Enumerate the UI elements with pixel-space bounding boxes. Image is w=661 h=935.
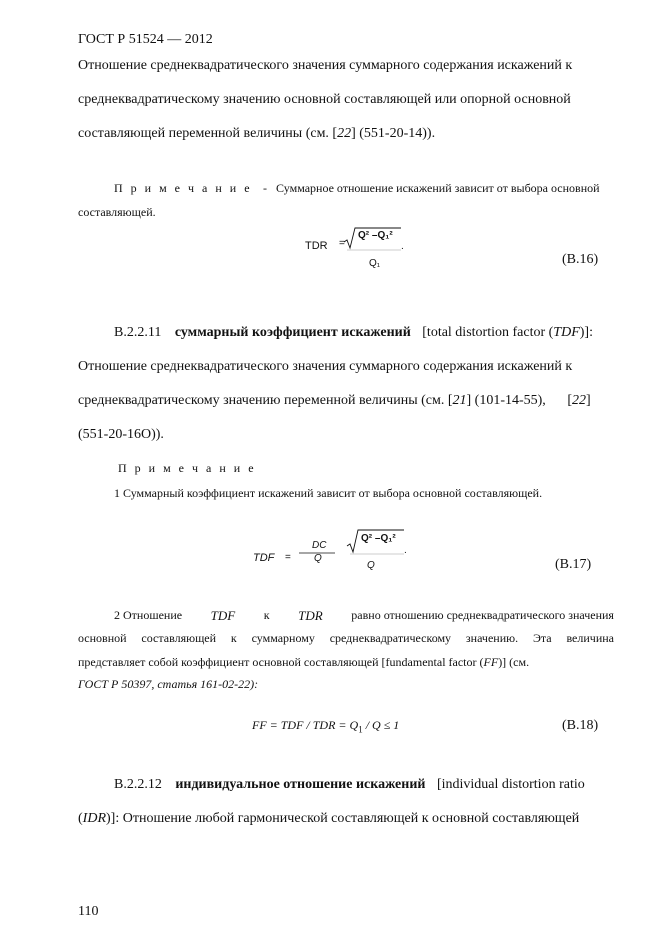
formula-b16 — [305, 226, 425, 274]
text-fragment: )] (см. — [498, 655, 530, 669]
paragraph-line: Отношение среднеквадратического значения суммарного содержания искажений к — [78, 359, 573, 374]
formula-numerator: Q² –Q₁² — [361, 533, 396, 544]
formula-equals: = — [285, 552, 291, 563]
formula-expression: / Q ≤ 1 — [362, 718, 400, 732]
note-label: П р и м е ч а н и е — [118, 461, 257, 475]
text-fragment: ( — [78, 811, 83, 826]
fraction-numerator: DC — [312, 540, 327, 551]
text-fragment: [ — [567, 393, 572, 408]
text-fragment: 2 Отношение — [114, 608, 183, 622]
note-label: П р и м е ч а н и е — [114, 181, 253, 195]
formula-denominator: Q — [367, 560, 375, 571]
text-fragment: TDF — [210, 608, 236, 623]
text-fragment: IDR — [82, 811, 106, 826]
formula-number: (B.16) — [562, 252, 599, 267]
formula-numerator: Q² –Q₁² — [358, 230, 393, 241]
text-fragment: Суммарное отношение искажений зависит от выбора основной — [276, 181, 600, 195]
text-fragment: ] — [585, 393, 591, 408]
text-fragment: [individual distortion ratio — [436, 777, 585, 792]
text-fragment: составляющей переменной величины (см. [ — [78, 126, 338, 141]
reference-link[interactable]: 21 — [452, 393, 467, 408]
text-fragment: среднеквадратическому значению переменной величины (см. [ — [78, 393, 453, 408]
paragraph-line: (551-20-16О)). — [78, 427, 164, 442]
note-line: основной составляющей к суммарному среднеквадратическому значению. Эта величина — [78, 631, 614, 645]
text-fragment: равно отношению среднеквадратического значения — [351, 608, 614, 622]
paragraph-line — [78, 126, 435, 142]
reference-link[interactable]: 22 — [571, 393, 586, 408]
note-line: 1 Суммарный коэффициент искажений зависит от выбора основной составляющей. — [114, 486, 543, 500]
note-line: ГОСТ Р 50397, статья 161-02-22): — [78, 677, 259, 691]
section-number: B.2.2.11 — [114, 325, 162, 340]
formula-denominator: Q₁ — [369, 258, 381, 269]
text-fragment: ] (551-20-14)). — [351, 126, 436, 141]
formula-b17 — [253, 528, 413, 578]
text-fragment: представляет собой коэффициент основной составляющей [fundamental factor ( — [78, 655, 484, 669]
text-fragment: к — [263, 608, 270, 622]
text-fragment: . — [404, 545, 407, 556]
formula-lhs: TDF — [253, 552, 275, 564]
formula-expression: FF = TDF / TDR = Q — [252, 718, 359, 732]
text-fragment: - — [263, 181, 268, 195]
text-fragment: Отношение любой гармонической составляющей к основной составляющей — [122, 811, 580, 826]
section-term: индивидуальное отношение искажений — [175, 777, 426, 792]
text-fragment: )]: — [106, 811, 120, 826]
text-fragment: )]: — [579, 325, 593, 340]
document-header: ГОСТ Р 51524 — 2012 — [78, 32, 213, 47]
formula-subscript: 1 — [358, 724, 363, 735]
paragraph-line: среднеквадратическому значению основной составляющей или опорной основной — [78, 92, 571, 107]
fraction-denominator: Q — [314, 553, 322, 564]
text-fragment: [total distortion factor ( — [422, 325, 554, 340]
text-fragment: TDF — [553, 325, 580, 340]
text-fragment: ] (101-14-55), — [466, 393, 546, 408]
formula-equals: = — [339, 238, 345, 249]
page-number: 110 — [78, 904, 99, 919]
paragraph-line — [78, 393, 591, 409]
formula-number: (B.18) — [562, 718, 599, 733]
formula-number: (B.17) — [555, 557, 592, 572]
text-fragment: FF — [483, 655, 499, 669]
formula-lhs: TDR — [305, 240, 328, 252]
text-fragment: TDR — [298, 608, 323, 623]
reference-link[interactable]: 22 — [337, 126, 352, 141]
paragraph-line — [78, 811, 579, 827]
paragraph-line: Отношение среднеквадратического значения суммарного содержания искажений к — [78, 58, 573, 73]
note-line — [114, 181, 600, 196]
section-number: B.2.2.12 — [114, 777, 162, 792]
note-line: составляющей. — [78, 205, 156, 219]
section-heading — [114, 325, 593, 341]
formula-b18 — [252, 718, 399, 734]
note-line — [114, 608, 614, 624]
note-line — [78, 655, 529, 670]
text-fragment: . — [401, 241, 404, 252]
section-heading — [114, 777, 585, 793]
section-term: суммарный коэффициент искажений — [174, 325, 411, 340]
